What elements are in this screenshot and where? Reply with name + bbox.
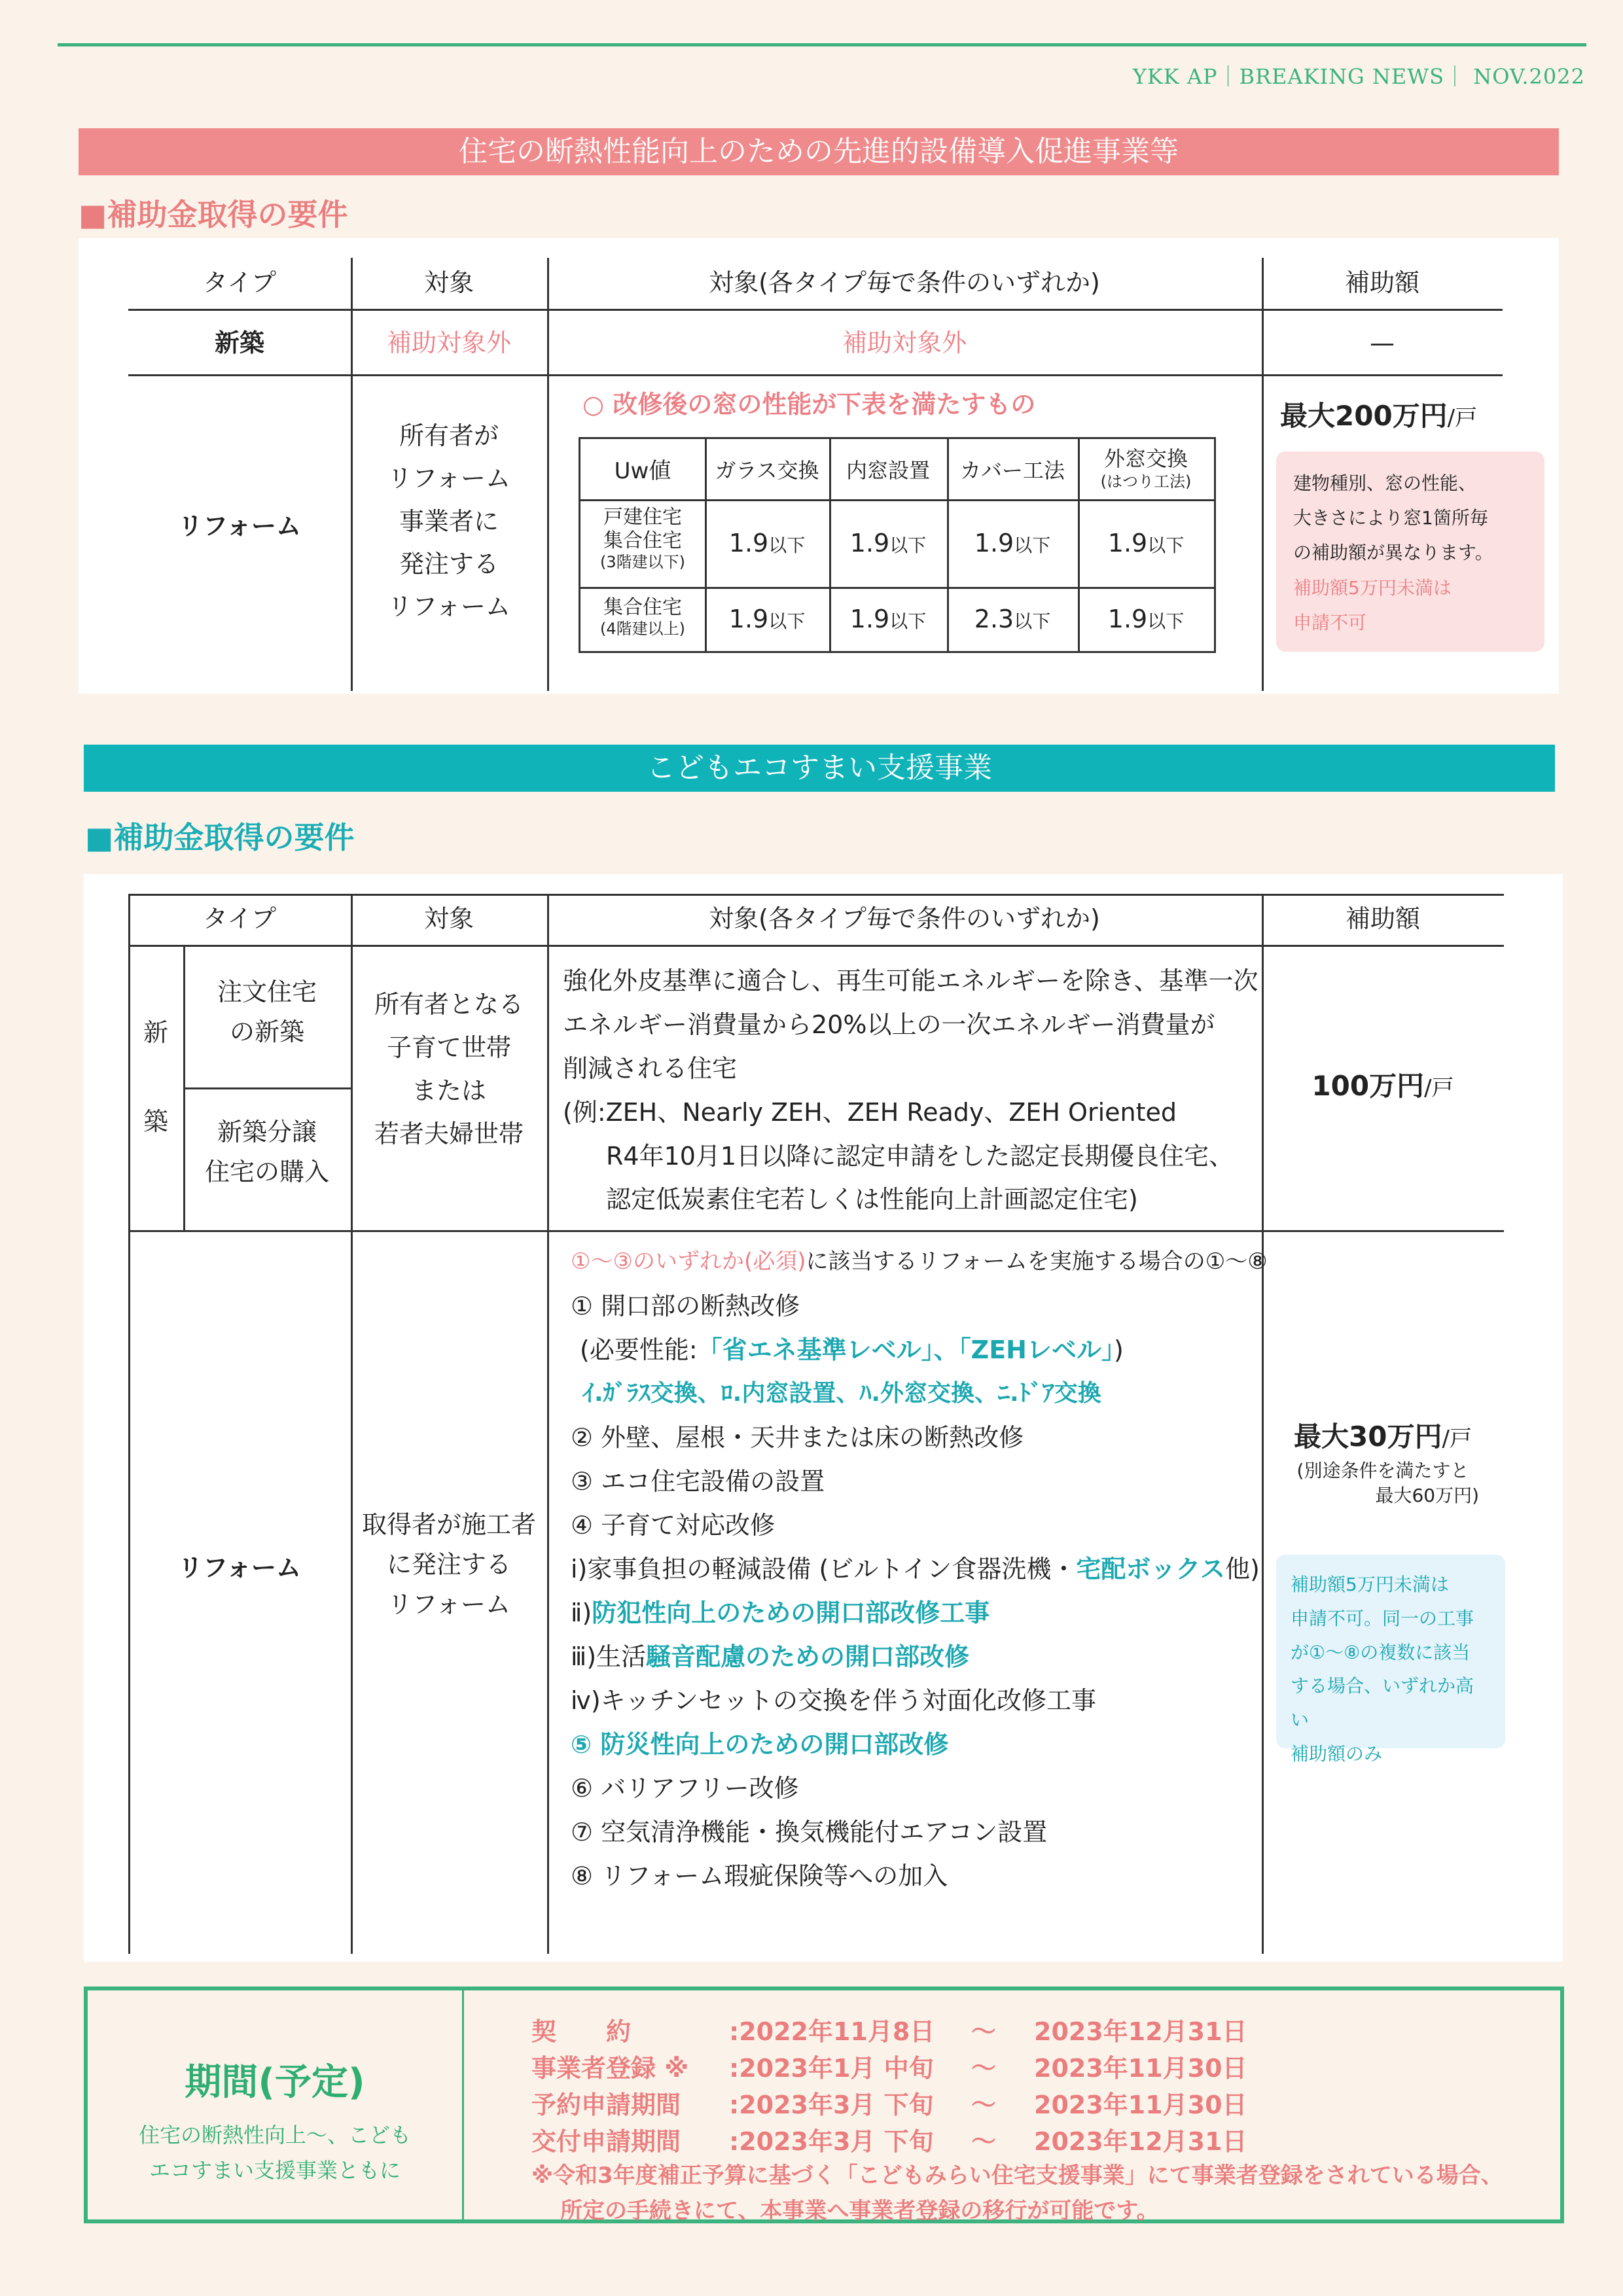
reform-item-4-iv: ⅳ)キッチンセットの交換を伴う対面化改修工事 bbox=[571, 1686, 1097, 1715]
row1-glass: 1.9以下 bbox=[728, 529, 806, 557]
col-condition: 対象(各タイプ毎で条件のいずれか) bbox=[709, 904, 1100, 933]
col-amount: 補助額 bbox=[1345, 904, 1420, 933]
period-row-registration-label: 事業者登録 ※ bbox=[531, 2054, 689, 2083]
row-reform-amount: 最大200万円/戸 bbox=[1280, 400, 1478, 432]
row1-label: 戸建住宅 集合住宅 (3階建以下) bbox=[600, 506, 685, 571]
period-row-reservation-end: 2023年11月30日 bbox=[1034, 2091, 1247, 2119]
period-title: 期間(予定) bbox=[185, 2061, 365, 2104]
period-row-registration-start: :2023年1月 中旬 bbox=[729, 2054, 934, 2083]
col-type: タイプ bbox=[202, 904, 277, 933]
reform-list-intro: ①〜③のいずれか(必須)に該当するリフォームを実施する場合の①〜⑧ bbox=[571, 1248, 1268, 1275]
reform-item-1-performance: (必要性能:「省エネ基準レベル」、「ZEHレベル」) bbox=[580, 1335, 1124, 1364]
row-new-target: 補助対象外 bbox=[386, 328, 511, 357]
new-condition: 強化外皮基準に適合し、再生可能エネルギーを除き、基準一次 エネルギー消費量から20%以上の一次エネルギー消費量が 削減される住宅 (例:ZEH、Nearly ZEH、ZEH Ready、ZEH Oriented R4年10月1日以降に認定申請をした認定長期優良住宅、 認定低炭素住宅若しくは性能向上計画認定住宅) bbox=[563, 966, 1258, 1214]
th-uw: Uw値 bbox=[614, 458, 671, 484]
row1-inner: 1.9以下 bbox=[849, 529, 927, 557]
row-reform-type: リフォーム bbox=[177, 512, 302, 540]
section1-amount-note: 建物種別、窓の性能、 大きさにより窓1箇所毎 の補助額が異なります。 補助額5万円未満は 申請不可 bbox=[1276, 451, 1544, 652]
reform-item-4-ii: ⅱ)防犯性向上のための開口部改修工事 bbox=[571, 1598, 990, 1627]
period-footnote: ※令和3年度補正予算に基づく「こどもみらい住宅支援事業」にて事業者登録をされている場合、 所定の手続きにて、本事業へ事業者登録の移行が可能です。 bbox=[531, 2163, 1503, 2225]
row2-glass: 1.9以下 bbox=[728, 605, 806, 633]
reform-item-8: ⑧ リフォーム瑕疵保険等への加入 bbox=[571, 1862, 948, 1890]
row-new-type: 新築 bbox=[214, 328, 264, 357]
period-row-grant-start: :2023年3月 下旬 bbox=[729, 2127, 934, 2156]
col-condition: 対象(各タイプ毎で条件のいずれか) bbox=[709, 268, 1100, 297]
reform-item-3: ③ エコ住宅設備の設置 bbox=[571, 1467, 825, 1496]
row-new-amount: — bbox=[1370, 328, 1395, 357]
col-amount: 補助額 bbox=[1344, 268, 1419, 297]
row-new-condition: 補助対象外 bbox=[842, 328, 967, 357]
reform-item-4: ④ 子育て対応改修 bbox=[571, 1511, 776, 1540]
th-glass: ガラス交換 bbox=[715, 458, 819, 483]
period-box: 期間(予定) 住宅の断熱性向上〜、こども エコすまい支援事業ともに 契 約 :2022年11月8日 〜 2023年12月31日 事業者登録 ※ :2023年1月 中旬 〜 2023年11月30日 予約申請期間 :2023年3月 下旬 〜 2023年11月30日 交付申請期間 :2023年3月 下旬 〜 2023年12月31日 ※令和3年度補正予算に基づく「こどもみらい住宅支援事業」にて事業者登録をされている場合、 所定の手続きにて、本事業へ事業者登録の移行が可能です。 bbox=[84, 1987, 1564, 2223]
reform-item-2: ② 外壁、屋根・天井または床の断熱改修 bbox=[571, 1423, 1024, 1452]
reform-item-4-i: ⅰ)家事負担の軽減設備 (ビルトイン食器洗機・宅配ボックス他) bbox=[571, 1555, 1260, 1583]
section1-banner: 住宅の断熱性能向上のための先進的設備導入促進事業等 bbox=[79, 128, 1559, 175]
period-row-grant-label: 交付申請期間 bbox=[531, 2127, 681, 2156]
row2-outer: 1.9以下 bbox=[1107, 605, 1185, 633]
period-row-contract-start: :2022年11月8日 bbox=[729, 2017, 935, 2046]
row2-label: 集合住宅 (4階建以上) bbox=[600, 596, 685, 638]
reform-amount: 最大30万円/戸 (別途条件を満たすと 最大60万円) bbox=[1294, 1421, 1479, 1506]
th-inner-window: 内窓設置 bbox=[846, 458, 930, 483]
new-custom-home: 注文住宅 の新築 bbox=[217, 978, 317, 1046]
top-rule bbox=[58, 43, 1586, 46]
row2-inner: 1.9以下 bbox=[849, 605, 927, 633]
reform-item-1-methods: ｲ.ｶﾞﾗｽ交換、ﾛ.内窓設置、ﾊ.外窓交換、ﾆ.ﾄﾞｱ交換 bbox=[582, 1380, 1101, 1407]
newsletter-header: YKK AP｜BREAKING NEWS｜ NOV.2022 bbox=[1132, 64, 1585, 89]
th-cover: カバー工法 bbox=[959, 458, 1065, 483]
row1-outer: 1.9以下 bbox=[1107, 529, 1185, 557]
col-target: 対象 bbox=[423, 904, 474, 933]
window-performance-table bbox=[579, 437, 1216, 653]
reform-item-6: ⑥ バリアフリー改修 bbox=[571, 1774, 799, 1803]
period-row-reservation-label: 予約申請期間 bbox=[531, 2091, 681, 2119]
section2-banner: こどもエコすまい支援事業 bbox=[84, 745, 1555, 792]
section2-amount-note: 補助額5万円未満は 申請不可。同一の工事 が①〜⑧の複数に該当 する場合、いずれか高い 補助額のみ bbox=[1276, 1555, 1505, 1748]
new-amount: 100万円/戸 bbox=[1311, 1070, 1454, 1102]
row-reform-condition-title: ○ 改修後の窓の性能が下表を満たすもの bbox=[582, 390, 1036, 419]
period-subtitle: 住宅の断熱性向上〜、こども エコすまい支援事業ともに bbox=[138, 2123, 411, 2183]
row1-cover: 1.9以下 bbox=[974, 529, 1051, 557]
section2-table bbox=[84, 874, 1563, 1962]
period-row-registration-end: 2023年11月30日 bbox=[1034, 2054, 1247, 2083]
reform-item-1: ① 開口部の断熱改修 bbox=[571, 1292, 800, 1320]
reform-type: リフォーム bbox=[177, 1553, 302, 1582]
row2-cover: 2.3以下 bbox=[974, 605, 1051, 633]
section2-heading: ■補助金取得の要件 bbox=[85, 820, 355, 855]
new-type-char-2: 築 bbox=[143, 1107, 168, 1136]
new-built-for-sale: 新築分譲 住宅の購入 bbox=[204, 1118, 329, 1186]
period-row-contract-label: 契 約 bbox=[531, 2017, 632, 2046]
th-outer-window: 外窓交換 (はつり工法) bbox=[1100, 446, 1192, 491]
reform-item-5: ⑤ 防災性向上のための開口部改修 bbox=[571, 1730, 949, 1759]
row-reform-target: 所有者が リフォーム 事業者に 発注する リフォーム bbox=[387, 421, 511, 622]
col-type: タイプ bbox=[202, 268, 277, 297]
period-row-reservation-start: :2023年3月 下旬 bbox=[729, 2091, 934, 2119]
new-type-char-1: 新 bbox=[143, 1018, 168, 1047]
reform-item-7: ⑦ 空気清浄機能・換気機能付エアコン設置 bbox=[571, 1818, 1048, 1846]
section1-heading: ■補助金取得の要件 bbox=[79, 197, 348, 232]
period-row-grant-end: 2023年12月31日 bbox=[1034, 2127, 1247, 2156]
col-target: 対象 bbox=[423, 268, 474, 297]
reform-target: 取得者が施工者 に発注する リフォーム bbox=[361, 1510, 536, 1619]
period-row-contract-end: 2023年12月31日 bbox=[1034, 2017, 1247, 2046]
new-target: 所有者となる 子育て世帯 または 若者夫婦世帯 bbox=[374, 990, 524, 1149]
reform-item-4-iii: ⅲ)生活騒音配慮のための開口部改修 bbox=[571, 1642, 970, 1671]
